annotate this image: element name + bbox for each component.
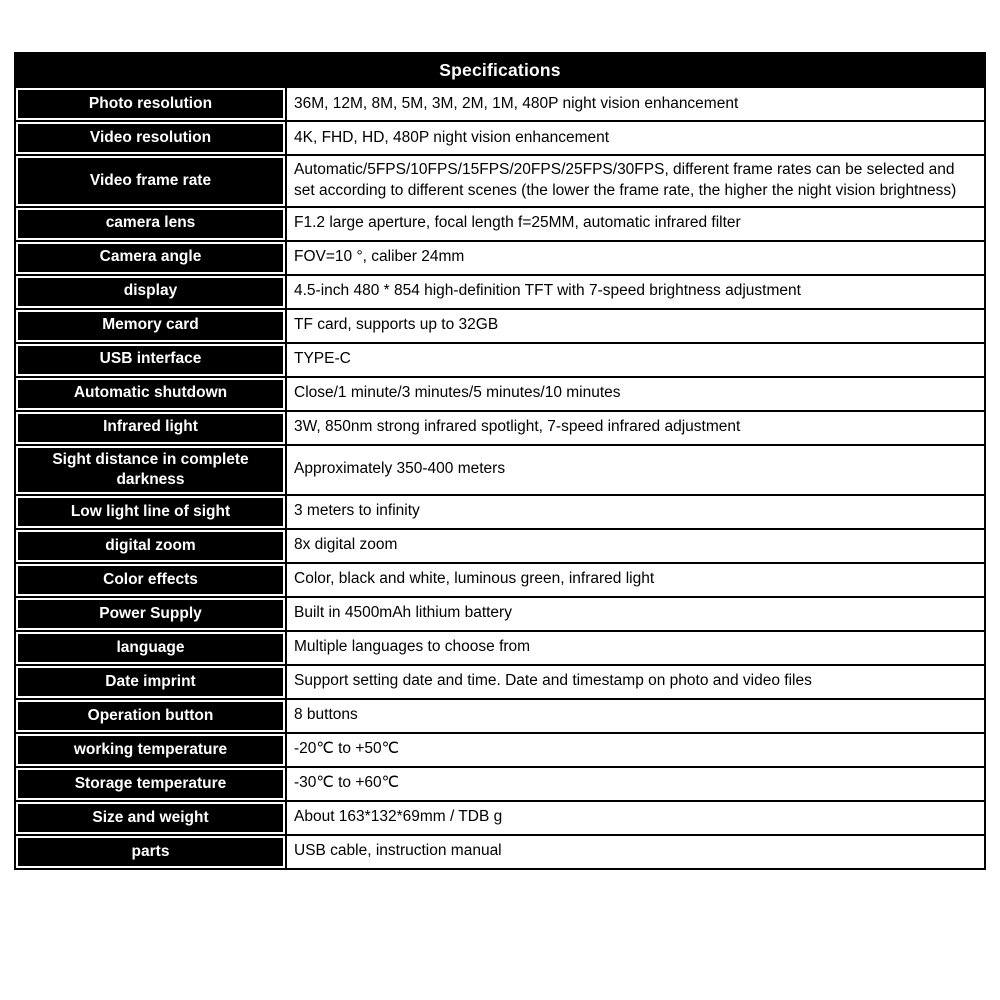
table-row (14, 120, 986, 156)
spec-label: USB interface (14, 342, 287, 378)
table-row (14, 664, 986, 700)
table-row (14, 562, 986, 598)
spec-value: F1.2 large aperture, focal length f=25MM, automatic infrared filter (287, 206, 986, 242)
spec-label: display (14, 274, 287, 310)
spec-value: Support setting date and time. Date and timestamp on photo and video files (287, 664, 986, 700)
table-row (14, 766, 986, 802)
table-row (14, 154, 986, 208)
spec-label: Power Supply (14, 596, 287, 632)
spec-label: working temperature (14, 732, 287, 768)
spec-value: 36M, 12M, 8M, 5M, 3M, 2M, 1M, 480P night vision enhancement (287, 86, 986, 122)
spec-label: Photo resolution (14, 86, 287, 122)
spec-value: 4.5-inch 480 * 854 high-definition TFT with 7-speed brightness adjustment (287, 274, 986, 310)
table-row (14, 342, 986, 378)
table-row (14, 376, 986, 412)
spec-value: USB cable, instruction manual (287, 834, 986, 870)
spec-label: Operation button (14, 698, 287, 734)
table-row (14, 800, 986, 836)
spec-value: Automatic/5FPS/10FPS/15FPS/20FPS/25FPS/30FPS, different frame rates can be selected and set according to different scenes (the lower the frame rate, the higher the night vision brightness) (287, 154, 986, 208)
spec-label: Automatic shutdown (14, 376, 287, 412)
spec-label: parts (14, 834, 287, 870)
spec-value: 8 buttons (287, 698, 986, 734)
spec-value: Built in 4500mAh lithium battery (287, 596, 986, 632)
table-row (14, 630, 986, 666)
table-row (14, 494, 986, 530)
spec-label: camera lens (14, 206, 287, 242)
spec-value: -30℃ to +60℃ (287, 766, 986, 802)
spec-value: TYPE-C (287, 342, 986, 378)
table-row (14, 206, 986, 242)
table-row (14, 86, 986, 122)
table-row (14, 240, 986, 276)
table-row (14, 834, 986, 870)
table-row (14, 274, 986, 310)
table-row (14, 732, 986, 768)
spec-label: Size and weight (14, 800, 287, 836)
spec-label: Date imprint (14, 664, 287, 700)
spec-label: Video frame rate (14, 154, 287, 208)
spec-value: Close/1 minute/3 minutes/5 minutes/10 minutes (287, 376, 986, 412)
spec-label: Camera angle (14, 240, 287, 276)
spec-value: Multiple languages to choose from (287, 630, 986, 666)
spec-value: -20℃ to +50℃ (287, 732, 986, 768)
spec-label: Low light line of sight (14, 494, 287, 530)
spec-value: 8x digital zoom (287, 528, 986, 564)
spec-label: Video resolution (14, 120, 287, 156)
spec-value: FOV=10 °, caliber 24mm (287, 240, 986, 276)
spec-value: 3 meters to infinity (287, 494, 986, 530)
table-title: Specifications (14, 52, 986, 88)
spec-label: Sight distance in complete darkness (14, 444, 287, 496)
spec-value: Color, black and white, luminous green, infrared light (287, 562, 986, 598)
spec-label: Infrared light (14, 410, 287, 446)
table-row (14, 308, 986, 344)
table-row (14, 444, 986, 496)
table-row (14, 698, 986, 734)
spec-label: Memory card (14, 308, 287, 344)
spec-value: Approximately 350-400 meters (287, 444, 986, 496)
spec-value: 4K, FHD, HD, 480P night vision enhancement (287, 120, 986, 156)
spec-label: language (14, 630, 287, 666)
spec-label: Storage temperature (14, 766, 287, 802)
spec-value: 3W, 850nm strong infrared spotlight, 7-speed infrared adjustment (287, 410, 986, 446)
specifications-table (14, 52, 986, 870)
table-row (14, 528, 986, 564)
spec-label: digital zoom (14, 528, 287, 564)
spec-value: About 163*132*69mm / TDB g (287, 800, 986, 836)
table-rows (14, 86, 986, 870)
table-row (14, 410, 986, 446)
spec-value: TF card, supports up to 32GB (287, 308, 986, 344)
spec-label: Color effects (14, 562, 287, 598)
table-row (14, 596, 986, 632)
